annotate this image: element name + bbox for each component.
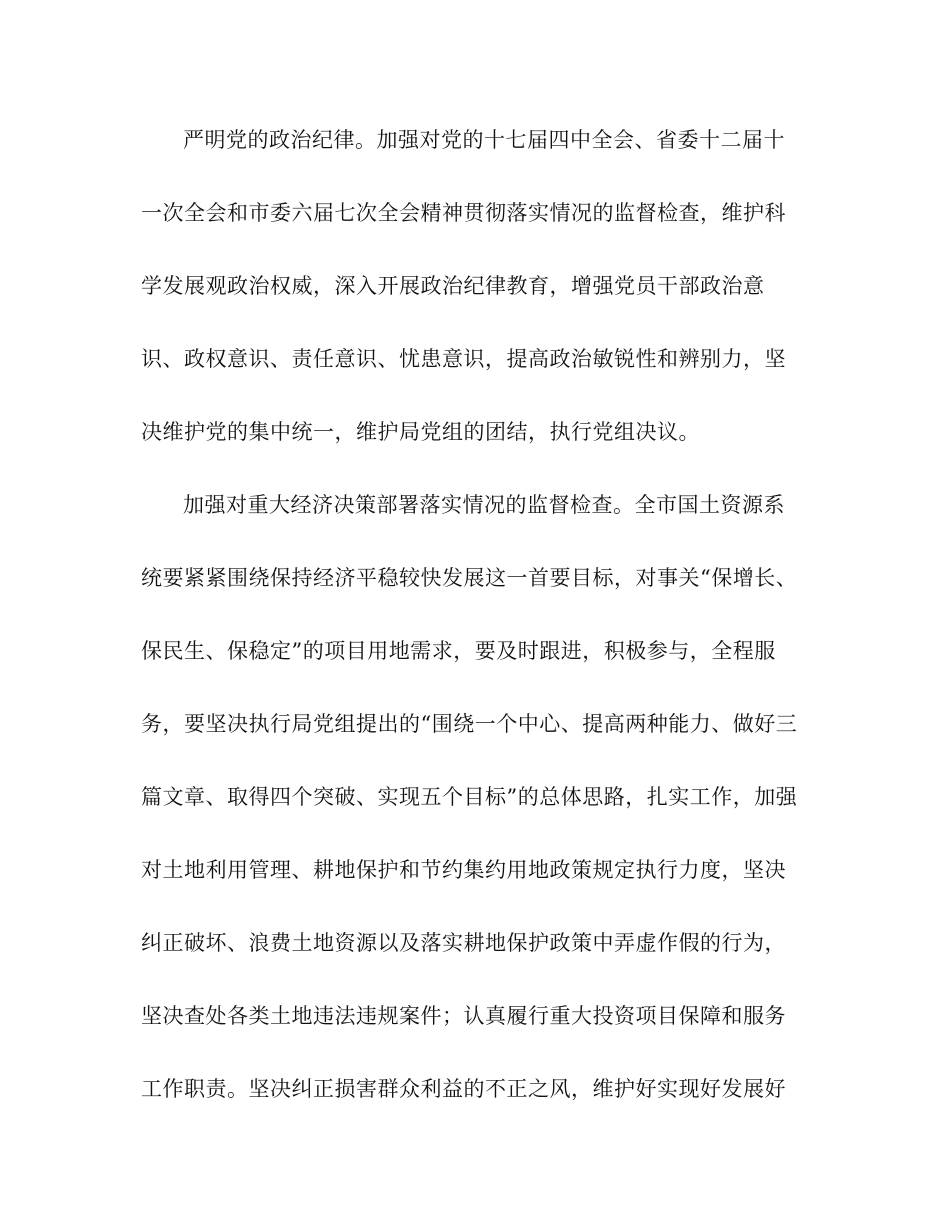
paragraph-2-line-8: 坚决查处各类土地违法违规案件；认真履行重大投资项目保障和服务: [141, 1004, 786, 1028]
paragraph-2-line-3: 保民生、保稳定”的项目用地需求，要及时跟进，积极参与，全程服: [141, 639, 776, 663]
paragraph-2-line-6: 对土地利用管理、耕地保护和节约集约用地政策规定执行力度，坚决: [141, 858, 786, 882]
paragraph-1-line-4: 识、政权意识、责任意识、忧患意识，提高政治敏锐性和辨别力，坚: [141, 347, 786, 371]
paragraph-2-line-2: 统要紧紧围绕保持经济平稳较快发展这一首要目标，对事关“保增长、: [141, 566, 798, 590]
paragraph-2-line-7: 纠正破坏、浪费土地资源以及落实耕地保护政策中弄虚作假的行为，: [141, 931, 786, 955]
paragraph-2-line-9: 工作职责。坚决纠正损害群众利益的不正之风，维护好实现好发展好: [141, 1077, 786, 1101]
paragraph-1-line-5: 决维护党的集中统一，维护局党组的团结，执行党组决议。: [141, 420, 700, 444]
paragraph-2-line-5: 篇文章、取得四个突破、实现五个目标”的总体思路，扎实工作，加强: [141, 785, 798, 809]
paragraph-1-line-1: 严明党的政治纪律。加强对党的十七届四中全会、省委十二届十: [183, 128, 785, 152]
paragraph-1-line-2: 一次全会和市委六届七次全会精神贯彻落实情况的监督检查，维护科: [141, 201, 786, 225]
paragraph-2-line-4: 务，要坚决执行局党组提出的“围绕一个中心、提高两种能力、做好三: [141, 712, 798, 736]
paragraph-1-line-3: 学发展观政治权威，深入开展政治纪律教育，增强党员干部政治意: [141, 274, 765, 298]
paragraph-2-line-1: 加强对重大经济决策部署落实情况的监督检查。全市国土资源系: [183, 493, 785, 517]
